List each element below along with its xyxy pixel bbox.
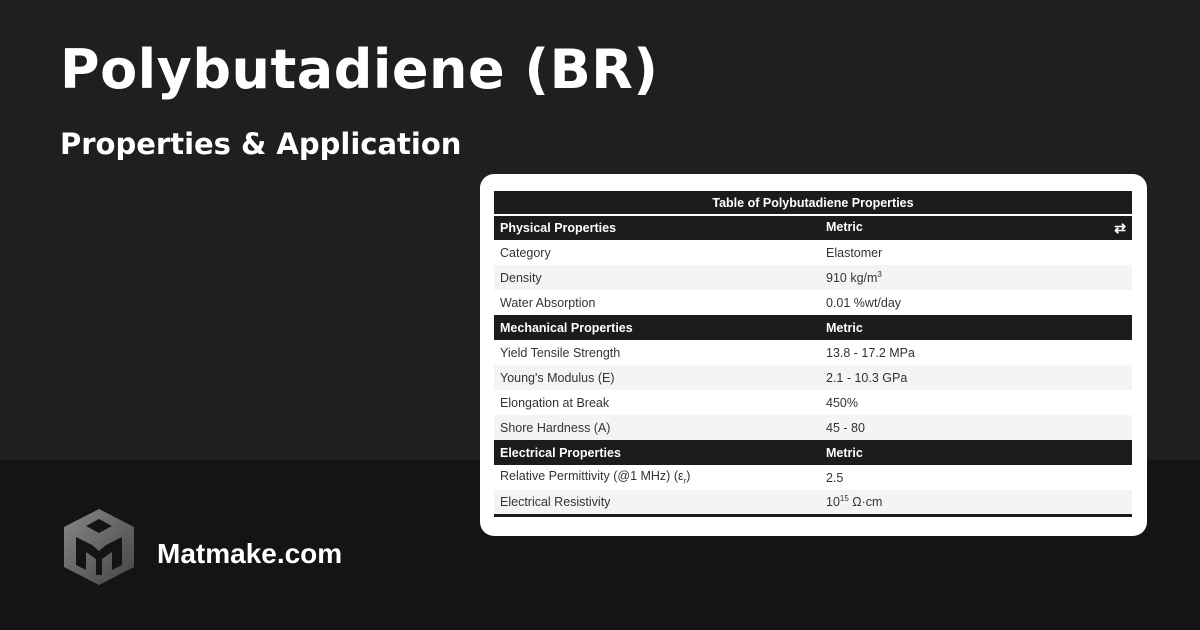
matmake-logo-icon (62, 507, 136, 587)
page-subtitle: Properties & Application (60, 127, 462, 161)
property-name: Yield Tensile Strength (500, 345, 621, 360)
property-value: 2.1 - 10.3 GPa (820, 365, 1132, 390)
section-header: Physical Properties (494, 215, 820, 240)
property-value: 0.01 %wt/day (826, 295, 902, 310)
section-header: Mechanical Properties (494, 315, 820, 340)
table-caption: Table of Polybutadiene Properties (494, 191, 1132, 215)
unit-header: Metric (820, 315, 1132, 340)
property-value: 45 - 80 (820, 415, 1132, 440)
section-header: Electrical Properties (494, 440, 820, 465)
property-value: 450% (826, 395, 858, 410)
property-value: 910 $kg/m^3$ (820, 265, 1132, 290)
property-name: Electrical Resistivity (494, 490, 820, 515)
properties-card (480, 174, 1147, 536)
unit-header: Metric (826, 219, 863, 234)
brand-name: Matmake.com (157, 538, 343, 569)
property-value: $10^{15}$ Ω·cm (820, 490, 1132, 515)
unit-header: Metric (820, 440, 1132, 465)
property-name: Young's Modulus (E) (494, 365, 820, 390)
swap-units-icon[interactable]: ⇄ (1114, 219, 1126, 236)
property-name: Elongation at Break (500, 395, 610, 410)
page-title: Polybutadiene (BR) (60, 38, 659, 101)
property-value: 13.8 - 17.2 MPa (826, 345, 915, 360)
property-name: Density (494, 265, 820, 290)
property-name: Relative Permittivity (@1 MHz) $(\varepsilon_r)$ (500, 469, 691, 486)
property-name: Water Absorption (500, 295, 596, 310)
property-value: 2.5 (826, 470, 844, 485)
property-name: Shore Hardness (A) (494, 415, 820, 440)
property-name: Category (500, 245, 551, 260)
property-value: Elastomer (826, 245, 883, 260)
properties-table (494, 191, 1132, 517)
